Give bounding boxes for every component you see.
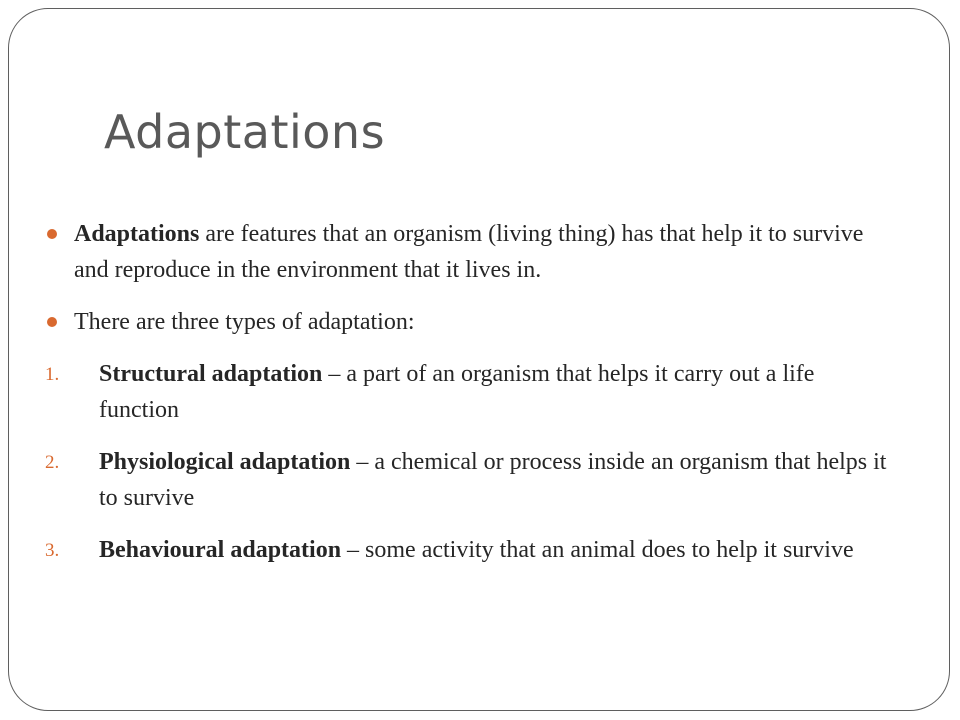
adaptation-term: Physiological adaptation bbox=[99, 449, 351, 475]
adaptation-description: – some activity that an animal does to help it survive bbox=[341, 537, 854, 563]
numbered-item-3 bbox=[39, 532, 899, 568]
bullet-term: Adaptations bbox=[74, 221, 200, 247]
list-number: 3. bbox=[45, 540, 60, 561]
bullet-item-2 bbox=[39, 304, 899, 340]
slide-frame bbox=[8, 8, 950, 711]
numbered-item-1 bbox=[39, 356, 899, 428]
bullet-dot-icon bbox=[47, 317, 57, 327]
bullet-description: are features that an organism (living thing) has that help it to survive and reproduce in the environment that it lives in. bbox=[74, 221, 864, 283]
bullet-item-1 bbox=[39, 216, 899, 288]
list-number: 2. bbox=[45, 452, 60, 473]
numbered-text bbox=[99, 356, 899, 428]
bullet-text: There are three types of adaptation: bbox=[74, 309, 415, 335]
adaptation-description: – a part of an organism that helps it carry out a life function bbox=[99, 361, 815, 423]
list-number: 1. bbox=[45, 364, 60, 385]
numbered-text bbox=[99, 444, 899, 516]
adaptation-term: Structural adaptation bbox=[99, 361, 323, 387]
slide-title: Adaptations bbox=[104, 105, 386, 159]
numbered-item-2 bbox=[39, 444, 899, 516]
slide-body bbox=[39, 216, 899, 584]
adaptation-term: Behavioural adaptation bbox=[99, 537, 342, 563]
numbered-text bbox=[99, 532, 899, 568]
adaptation-description: – a chemical or process inside an organism that helps it to survive bbox=[99, 449, 887, 511]
bullet-text bbox=[74, 216, 899, 288]
bullet-dot-icon bbox=[47, 229, 57, 239]
